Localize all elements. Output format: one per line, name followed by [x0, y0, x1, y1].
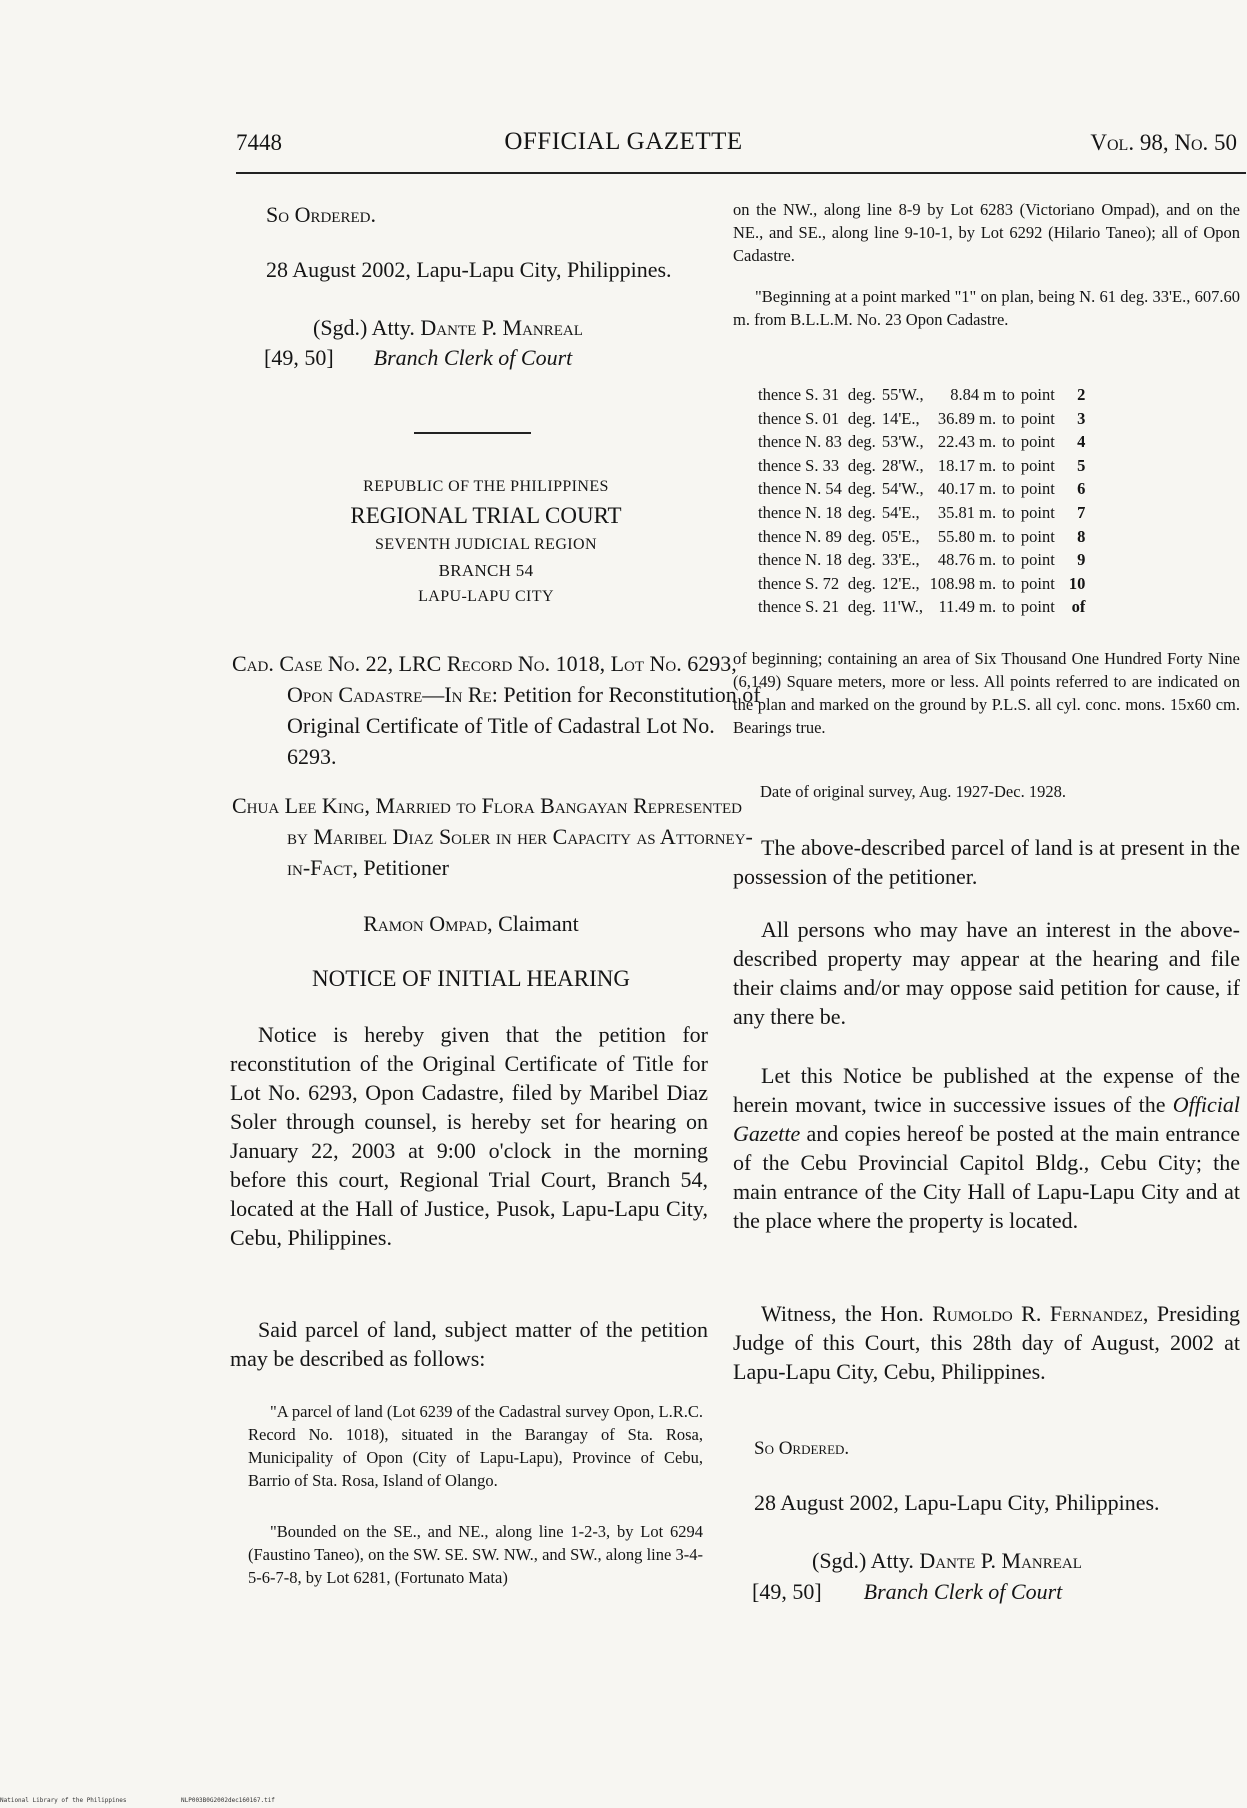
- bearings-table-body: [752, 383, 1085, 619]
- area-description: of beginning; containing an area of Six Thousand One Hundred Forty Nine (6,149) Square meters, more or less. All points referred to are indicated on the plan and marked on the ground by P.L.S. all cyl. conc. mons. 15x60 cm. Bearings true.: [733, 649, 1240, 737]
- witness-text-b: Presiding Judge of this Court, this 28th day of August, 2002 at Lapu-Lapu City, Cebu, Philippines.: [733, 1301, 1240, 1384]
- bearing-distance: 40.17 m.: [937, 479, 997, 499]
- case-caption: [232, 648, 765, 772]
- bearing-row: [752, 454, 1085, 478]
- bearing-direction: thence S. 72: [758, 573, 840, 593]
- bearing-direction: thence S. 01: [758, 408, 840, 428]
- bearing-point-label: point: [1020, 526, 1055, 546]
- witness-text-a: Witness, the Hon.: [761, 1301, 933, 1326]
- bearing-point-label: point: [1020, 479, 1055, 499]
- court-heading-republic: REPUBLIC OF THE PHILIPPINES: [363, 478, 609, 495]
- bearing-point-number: 7: [1077, 502, 1086, 522]
- bearing-direction: thence N. 18: [758, 502, 842, 522]
- bearing-point-label: point: [1020, 432, 1055, 452]
- bearing-row: [752, 383, 1085, 407]
- so-ordered-left: So Ordered.: [266, 202, 376, 227]
- bearing-point-number: 9: [1077, 550, 1086, 570]
- signatory-title: Branch Clerk of Court: [373, 345, 573, 370]
- bearing-direction: thence N. 83: [758, 432, 842, 452]
- bearing-deg-label: deg.: [847, 479, 876, 499]
- signature-line-left: [264, 343, 572, 373]
- bearing-minutes: 33'E.,: [881, 550, 920, 570]
- bearings-table: [752, 383, 1085, 619]
- bearing-to-label: to: [1002, 479, 1015, 499]
- bearing-to-label: to: [1002, 432, 1015, 452]
- bearing-direction: thence N. 18: [758, 550, 842, 570]
- court-heading: [266, 475, 706, 609]
- bearing-deg-label: deg.: [847, 550, 876, 570]
- header-rule: [236, 172, 1246, 174]
- bearing-minutes: 55'W.,: [881, 385, 924, 404]
- order-date-right: 28 August 2002, Lapu-Lapu City, Philippines.: [754, 1490, 1160, 1515]
- bearing-distance: 22.43 m.: [937, 432, 997, 452]
- bearing-deg-label: deg.: [847, 432, 876, 452]
- bearing-direction: thence S. 21: [758, 597, 840, 617]
- case-caption-number: Cad. Case No. 22, LRC Record No. 1018, Lot No. 6293, Opon Cadastre—In Re:: [232, 651, 737, 707]
- bearing-to-label: to: [1002, 455, 1015, 475]
- boundaries-continued: on the NW., along line 8-9 by Lot 6283 (Victoriano Ompad), and on the NE., and SE., along line 9-10-1, by Lot 6292 (Hilario Taneo); all of Opon Cadastre.: [733, 200, 1240, 265]
- bearing-distance: 35.81 m.: [937, 502, 997, 522]
- witness-paragraph: [733, 1299, 1240, 1386]
- bearing-minutes: 11'W.,: [881, 597, 923, 617]
- bearing-distance: 11.49 m.: [938, 597, 997, 617]
- bearing-to-label: to: [1002, 526, 1015, 546]
- parcel-intro-paragraph: Said parcel of land, subject matter of the petition may be described as follows:: [230, 1317, 708, 1371]
- page-number: 7448: [236, 130, 282, 155]
- bearing-to-label: to: [1002, 573, 1015, 593]
- bearing-row: [752, 407, 1085, 431]
- signature-prefix: (Sgd.) Atty.: [812, 1548, 920, 1573]
- bearing-distance: 36.89 m.: [937, 408, 997, 428]
- bearing-to-label: to: [1002, 550, 1015, 570]
- possession-paragraph: The above-described parcel of land is at present in the possession of the petitioner.: [733, 835, 1240, 889]
- petitioner-name: Chua Lee King, Married to Flora Bangayan Represented by Maribel Diaz Soler in her Capacity as Attorney-in-Fact,: [232, 793, 753, 880]
- bearing-deg-label: deg.: [847, 526, 876, 546]
- survey-date: Date of original survey, Aug. 1927-Dec. 1928.: [760, 782, 1066, 801]
- bearing-row: [752, 548, 1085, 572]
- case-caption-subject: Petition for Reconstitution of Original Certificate of Title of Cadastral Lot No. 6293.: [287, 682, 761, 769]
- bearing-point-label: point: [1020, 502, 1055, 522]
- footer-file-name: NLP003B0G2002dec160167.tif: [181, 1797, 275, 1804]
- court-heading-city: LAPU-LAPU CITY: [418, 588, 554, 605]
- bearing-row: [752, 572, 1085, 596]
- publication-gazette-name: Official Gazette: [733, 1092, 1240, 1146]
- bearing-minutes: 14'E.,: [881, 408, 920, 428]
- bearing-minutes: 54'E.,: [881, 502, 920, 522]
- claimant-name: Ramon Ompad,: [363, 911, 493, 936]
- bearing-deg-label: deg.: [847, 597, 876, 617]
- bearing-row: [752, 477, 1085, 501]
- petitioner-label: Petitioner: [357, 855, 449, 880]
- bearing-point-label: point: [1020, 408, 1055, 428]
- bearing-minutes: 12'E.,: [881, 573, 920, 593]
- bearing-point-number: 3: [1077, 408, 1086, 428]
- so-ordered-right: So Ordered.: [754, 1438, 850, 1459]
- bearing-point-number: 6: [1077, 479, 1086, 499]
- claimant: [232, 911, 710, 937]
- bearing-point-number: 2: [1077, 385, 1086, 404]
- parcel-description-quote: "A parcel of land (Lot 6239 of the Cadastral survey Opon, L.R.C. Record No. 1018), situated in the Barangay of Sta. Rosa, Municipality of Opon (City of Lapu-Lapu), Province of Cebu, Barrio of Sta. Rosa, Island of Olango.: [248, 1402, 703, 1490]
- court-heading-region: SEVENTH JUDICIAL REGION: [375, 536, 597, 553]
- bearing-distance: 48.76 m.: [937, 550, 997, 570]
- volume-info: Vol. 98, No. 50: [1090, 130, 1237, 155]
- signatory-name: Dante P. Manreal: [420, 315, 583, 340]
- bearing-row: [752, 525, 1085, 549]
- bearing-point-number: 4: [1077, 432, 1086, 452]
- case-parties: [232, 790, 765, 883]
- bearing-direction: thence S. 31: [758, 385, 840, 404]
- bearing-direction: thence N. 54: [758, 479, 842, 499]
- gazette-title: OFFICIAL GAZETTE: [504, 128, 743, 155]
- bearing-row: [752, 430, 1085, 454]
- court-heading-branch: BRANCH 54: [438, 561, 534, 580]
- bearing-point-label: point: [1020, 597, 1055, 617]
- signature-name-left: [313, 313, 583, 343]
- bearing-distance: 108.98 m.: [929, 573, 997, 593]
- bearing-direction: thence S. 33: [758, 455, 840, 475]
- bearing-point-label: point: [1020, 455, 1055, 475]
- bearing-to-label: to: [1002, 597, 1015, 617]
- notice-paragraph: Notice is hereby given that the petition for reconstitution of the Original Certificate of Title for Lot No. 6293, Opon Cadastre, filed by Maribel Diaz Soler through counsel, is hereby set for hearing on January 22, 2003 at 9:00 o'clock in the morning before this court, Regional Trial Court, Branch 54, located at the Hall of Justice, Pusok, Lapu-Lapu City, Cebu, Philippines.: [230, 1022, 708, 1250]
- appearance-paragraph: All persons who may have an interest in the above-described property may appear at the hearing and file their claims and/or may oppose said petition for cause, if any there be.: [733, 917, 1240, 1029]
- publication-text-b: and copies hereof be posted at the main entrance of the Cebu Provincial Capitol Bldg., Cebu City; the main entrance of the City Hall of Lapu-Lapu City and at the place where the property is located.: [733, 1121, 1240, 1233]
- bearing-deg-label: deg.: [847, 408, 876, 428]
- bearing-deg-label: deg.: [847, 573, 876, 593]
- signature-prefix: (Sgd.) Atty.: [313, 315, 421, 340]
- bearing-point-label: point: [1020, 573, 1055, 593]
- bearing-deg-label: deg.: [847, 502, 876, 522]
- signatory-title: Branch Clerk of Court: [863, 1579, 1063, 1604]
- notice-title: NOTICE OF INITIAL HEARING: [312, 966, 630, 991]
- bearing-minutes: 05'E.,: [881, 526, 920, 546]
- signature-name-right: [812, 1548, 1082, 1574]
- bearing-minutes: 54'W.,: [881, 479, 924, 499]
- bearing-point-label: point: [1020, 550, 1055, 570]
- bearing-distance: 8.84 m: [950, 385, 997, 404]
- bearing-point-number: of: [1071, 597, 1086, 617]
- bearing-to-label: to: [1002, 502, 1015, 522]
- bearing-point-number: 8: [1077, 526, 1086, 546]
- signatory-name: Dante P. Manreal: [919, 1548, 1082, 1573]
- bearing-deg-label: deg.: [847, 455, 876, 475]
- judge-name: Rumoldo R. Fernandez,: [932, 1301, 1149, 1326]
- bearing-distance: 55.80 m.: [937, 526, 997, 546]
- section-divider: [414, 432, 531, 434]
- bearing-point-number: 10: [1068, 573, 1086, 593]
- publication-paragraph: [733, 1061, 1240, 1235]
- footer-library-credit: National Library of the Philippines: [0, 1797, 127, 1804]
- bearing-point-number: 5: [1077, 455, 1086, 475]
- bearing-minutes: 28'W.,: [881, 455, 924, 475]
- bearing-direction: thence N. 89: [758, 526, 842, 546]
- signature-line-right: [752, 1579, 1062, 1605]
- issue-ref: [49, 50]: [264, 345, 334, 370]
- bearing-point-label: point: [1020, 385, 1055, 404]
- bearing-row: [752, 501, 1085, 525]
- claimant-label: Claimant: [492, 911, 579, 936]
- bearing-deg-label: deg.: [847, 385, 876, 404]
- publication-text-a: Let this Notice be published at the expense of the herein movant, twice in successive issues of the: [733, 1063, 1240, 1117]
- bearing-minutes: 53'W.,: [881, 432, 924, 452]
- boundaries-quote: "Bounded on the SE., and NE., along line 1-2-3, by Lot 6294 (Faustino Taneo), on the SW. SE. SW. NW., and SW., along line 3-4-5-6-7-8, by Lot 6281, (Fortunato Mata): [248, 1522, 703, 1587]
- issue-ref: [49, 50]: [752, 1579, 822, 1604]
- bearing-row: [752, 595, 1085, 619]
- bearing-to-label: to: [1002, 408, 1015, 428]
- bearing-distance: 18.17 m.: [937, 455, 997, 475]
- order-date-left: 28 August 2002, Lapu-Lapu City, Philippines.: [266, 257, 672, 282]
- court-heading-court: REGIONAL TRIAL COURT: [350, 503, 622, 528]
- bearing-to-label: to: [1002, 385, 1015, 404]
- beginning-point-quote: "Beginning at a point marked "1" on plan, being N. 61 deg. 33'E., 607.60 m. from B.L.L.M. No. 23 Opon Cadastre.: [733, 287, 1240, 329]
